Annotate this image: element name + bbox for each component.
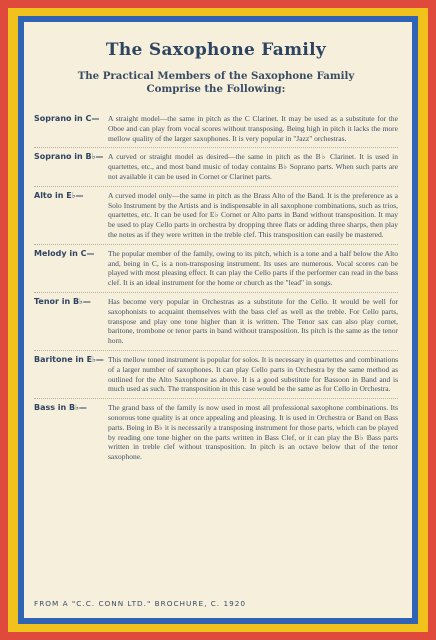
entry-name: Bass in B♭—	[34, 403, 87, 413]
entry-soprano-c	[34, 110, 398, 148]
entry-melody-c	[34, 245, 398, 293]
brochure-page	[24, 22, 412, 618]
entry-soprano-bflat	[34, 148, 398, 186]
subtitle-line-2: Comprise the Following:	[146, 83, 286, 95]
entry-description: A curved model only—the same in pitch as the Brass Alto of the Band. It is the preference as a Solo Instrument by the Artists and is indispensable in all saxophone combinations, such as trios, quartettes, etc. It can be used for E♭ Cornet or Alto parts in Band without transposition. It may be used to play Cello parts in orchestra by dropping three flats or adding three sharps, then play the notes as if they were written in the treble clef. This transposition can easily be mastered.	[108, 190, 398, 239]
source-caption: FROM A "C.C. CONN LTD." BROCHURE, C. 1920	[34, 599, 247, 608]
entry-baritone-eflat	[34, 351, 398, 399]
entry-bass-bflat	[34, 399, 398, 466]
entry-description: Has become very popular in Orchestras as a substitute for the Cello. It would be well for saxophonists to acquaint themselves with the bass clef as well as the treble. For Cello parts, transpose and play one tone higher than it is written. The Tenor sax can also play cornet, baritone, trombone or tenor parts in band without transposition. Its pitch is the same as the tenor horn.	[108, 296, 398, 346]
entry-name: Tenor in B♭—	[34, 296, 91, 306]
entry-name: Melody in C—	[34, 248, 95, 258]
entry-tenor-bflat	[34, 293, 398, 351]
entry-description: A curved or straight model as desired—the same in pitch as the B♭ Clarinet. It is used in quartettes, etc., and most band music of today contains B♭ Soprano parts. When such parts are not available it can be used in Cornet or Clarinet parts.	[108, 152, 398, 181]
entry-name: Soprano in B♭—	[34, 152, 104, 162]
entry-name: Baritone in E♭—	[34, 354, 104, 364]
saxophone-list	[34, 110, 398, 466]
entry-description: A straight model—the same in pitch as the C Clarinet. It may be used as a substitute for the Oboe and can play from vocal scores without transposing. Being high in pitch it lacks the more mellow quality of the larger saxophones. It is very popular in "Jazz" orchestras.	[108, 114, 398, 143]
entry-description: The popular member of the family, owing to its pitch, which is a tone and a half below the Alto and, being in C, is a non-transposing instrument. Its uses are numerous. Vocal scores can be played with most pleasing effect. It can play the Cello parts if the performer can read in the bass clef. It is an ideal instrument for the home or church as the "lead" in songs.	[108, 248, 398, 288]
entry-description: This mellow toned instrument is popular for solos. It is necessary in quartettes and combinations of a larger number of saxophones. It can play Cello parts in Orchestra by the same method as outlined for the Alto Saxophone as above. It is a good substitute for Bassoon in Band and is much used as such. The transposition in this case would be the same as for Cello in Orchestra.	[108, 354, 398, 394]
entry-alto-eflat	[34, 187, 398, 245]
page-title: The Saxophone Family	[105, 40, 327, 60]
entry-name: Alto in E♭—	[34, 190, 84, 200]
subtitle-line-1: The Practical Members of the Saxophone Family	[77, 70, 355, 82]
entry-description: The grand bass of the family is now used in most all professional saxophone combinations. Its sonorous tone quality is at once appealing and pleasing. It is used in Orchestra or Band on Bass parts. Being in B♭ it is necessarily a transposing instrument for those parts, which can be played by reading one tone higher on the parts written in Bass Clef, or it can play the B♭ Bass parts written in treble clef without transposition. In pitch is an octave below that of the tenor saxophone.	[108, 403, 398, 462]
entry-name: Soprano in C—	[34, 114, 100, 123]
